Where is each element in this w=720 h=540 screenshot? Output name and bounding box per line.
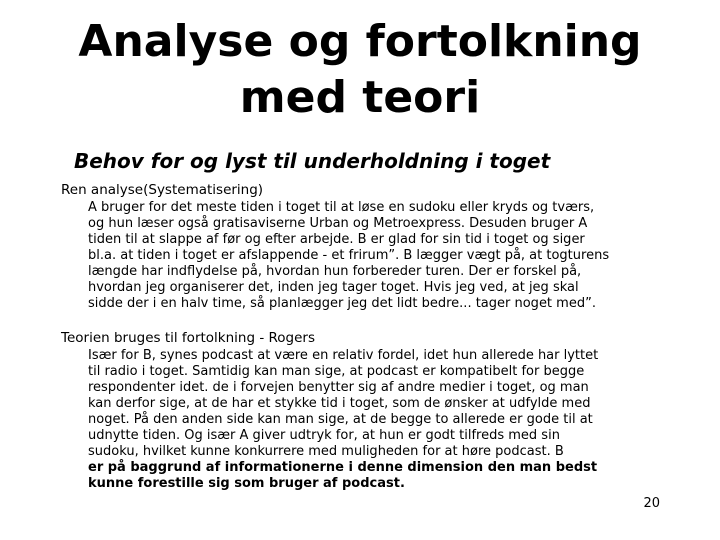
section-theory-heading: Teorien bruges til fortolkning - Rogers (61, 330, 315, 346)
paragraph-line: bl.a. at tiden i toget er afslappende - et frirum”. B lægger vægt på, at togturens (88, 248, 610, 263)
section-analysis-paragraph (88, 200, 681, 312)
paragraph-line: kunne forestille sig som bruger af podcast. (88, 476, 405, 491)
paragraph-line: til radio i toget. Samtidig kan man sige, at podcast er kompatibelt for begge (88, 364, 585, 379)
slide-title-line-1: Analyse og fortolkning (78, 16, 642, 67)
paragraph-line: tiden til at slappe af før og efter arbejde. B er glad for sin tid i toget og siger (88, 232, 585, 247)
paragraph-line: og hun læser også gratisaviserne Urban og Metroexpress. Desuden bruger A (88, 216, 588, 231)
paragraph-line: A bruger for det meste tiden i toget til at løse en sudoku eller kryds og tværs, (88, 200, 595, 215)
paragraph-line: udnytte tiden. Og især A giver udtryk for, at hun er godt tilfreds med sin (88, 428, 560, 443)
paragraph-line: noget. På den anden side kan man sige, at de begge to allerede er gode til at (88, 412, 593, 427)
paragraph-line: sidde der i en halv time, så planlægger jeg det lidt bedre... tager noget med”. (88, 296, 596, 311)
slide-subtitle: Behov for og lyst til underholdning i toget (74, 149, 551, 173)
paragraph-line: hvordan jeg organiserer det, inden jeg tager toget. Hvis jeg ved, at jeg skal (88, 280, 579, 295)
paragraph-line: sudoku, hvilket kunne konkurrere med muligheden for at høre podcast. B (88, 444, 564, 459)
page-number: 20 (643, 496, 660, 511)
section-analysis-heading: Ren analyse(Systematisering) (61, 182, 264, 198)
paragraph-line: længde har indflydelse på, hvordan hun forbereder turen. Der er forskel på, (88, 264, 582, 279)
section-analysis (61, 182, 681, 312)
paragraph-line: respondenter idet. de i forvejen benytter sig af andre medier i toget, og man (88, 380, 589, 395)
paragraph-line: er på baggrund af informationerne i denne dimension den man bedst (88, 460, 598, 475)
section-theory (61, 330, 681, 492)
paragraph-line: Især for B, synes podcast at være en relativ fordel, idet hun allerede har lyttet (88, 348, 599, 363)
slide-title-line-2: med teori (239, 72, 481, 123)
paragraph-line: kan derfor sige, at de har et stykke tid i toget, som de ønsker at udfylde med (88, 396, 591, 411)
slide-title (0, 14, 720, 126)
section-theory-paragraph (88, 348, 681, 492)
